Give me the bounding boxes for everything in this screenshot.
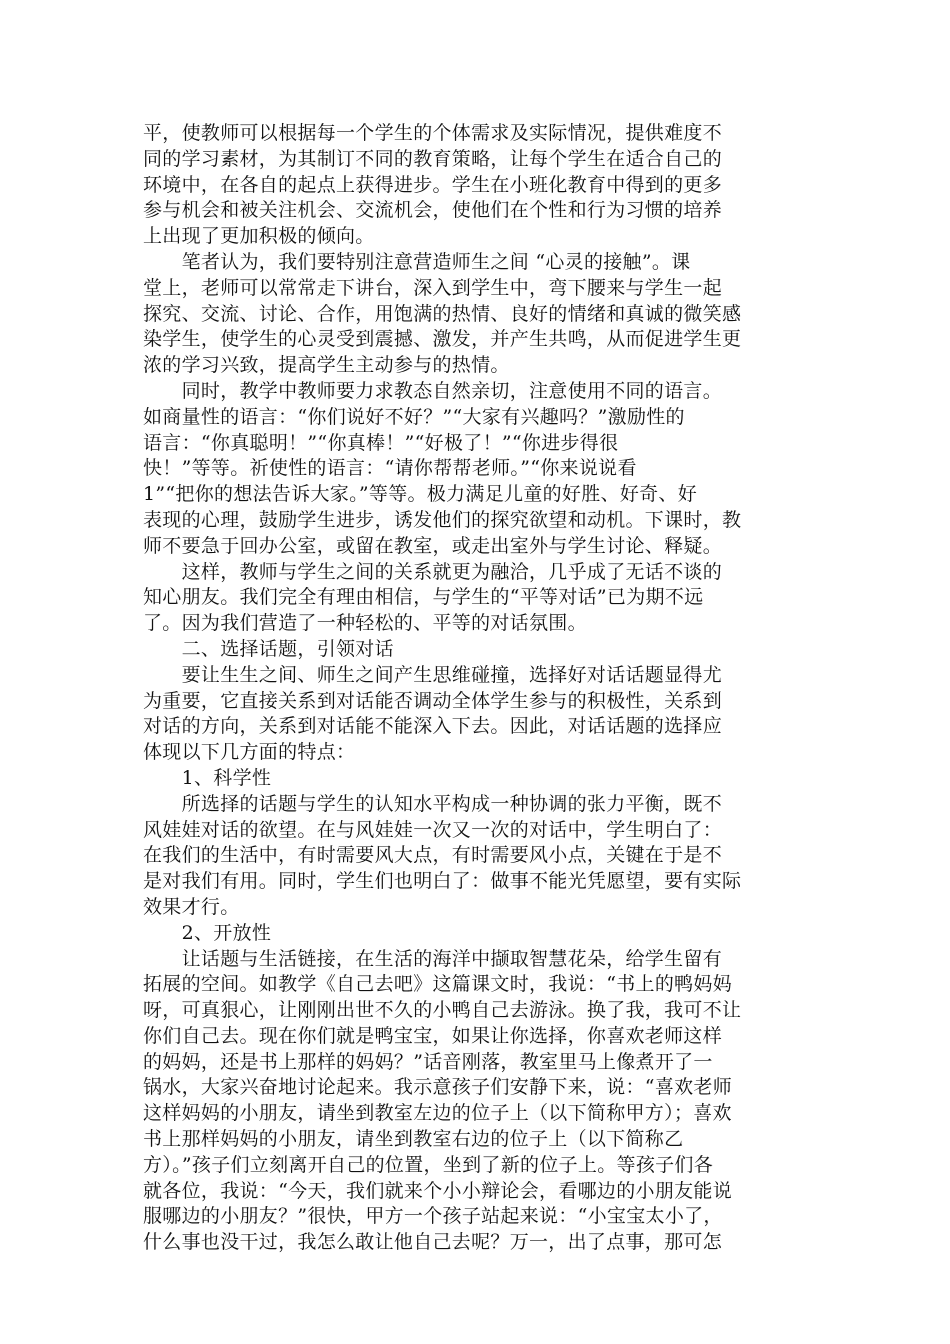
text-line: 浓的学习兴致，提高学生主动参与的热情。 bbox=[143, 354, 510, 377]
text-line: 参与机会和被关注机会、交流机会，使他们在个性和行为习惯的培养 bbox=[143, 199, 723, 222]
text-line: 语言：“你真聪明！”“你真棒！”“好极了！”“你进步得很 bbox=[143, 431, 619, 454]
text-line: 了。因为我们营造了一种轻松的、平等的对话氛围。 bbox=[143, 612, 587, 635]
text-line: 1”“把你的想法告诉大家。”等等。极力满足儿童的好胜、好奇、好 bbox=[143, 483, 698, 506]
text-line: 探究、交流、讨论、合作，用饱满的热情、良好的情绪和真诚的微笑感 bbox=[143, 302, 742, 325]
text-line: 让话题与生活链接，在生活的海洋中撷取智慧花朵，给学生留有 bbox=[143, 947, 723, 970]
text-line: 这样，教师与学生之间的关系就更为融洽，几乎成了无话不谈的 bbox=[143, 560, 723, 583]
text-line: 什么事也没干过，我怎么敢让他自己去呢？万一，出了点事，那可怎 bbox=[143, 1231, 723, 1254]
text-line: 的妈妈，还是书上那样的妈妈？”话音刚落，教室里马上像煮开了一 bbox=[143, 1050, 713, 1073]
text-line: 染学生，使学生的心灵受到震撼、激发，并产生共鸣，从而促进学生更 bbox=[143, 328, 742, 351]
text-line: 为重要，它直接关系到对话能否调动全体学生参与的积极性，关系到 bbox=[143, 689, 723, 712]
text-line: 二、选择话题，引领对话 bbox=[143, 637, 394, 660]
text-line: 表现的心理，鼓励学生进步，诱发他们的探究欲望和动机。下课时，教 bbox=[143, 508, 742, 531]
text-line: 1、科学性 bbox=[143, 766, 272, 789]
text-line: 书上那样妈妈的小朋友，请坐到教室右边的位子上（以下简称乙 bbox=[143, 1128, 684, 1151]
text-line: 师不要急于回办公室，或留在教室，或走出室外与学生讨论、释疑。 bbox=[143, 534, 723, 557]
text-line: 上出现了更加积极的倾向。 bbox=[143, 225, 375, 248]
text-line: 你们自己去。现在你们就是鸭宝宝，如果让你选择，你喜欢老师这样 bbox=[143, 1024, 723, 1047]
text-line: 风娃娃对话的欲望。在与风娃娃一次又一次的对话中，学生明白了： bbox=[143, 818, 723, 841]
text-line: 所选择的话题与学生的认知水平构成一种协调的张力平衡，既不 bbox=[143, 792, 723, 815]
text-line: 环境中，在各自的起点上获得进步。学生在小班化教育中得到的更多 bbox=[143, 173, 723, 196]
text-line: 对话的方向，关系到对话能不能深入下去。因此，对话话题的选择应 bbox=[143, 715, 723, 738]
text-line: 2、开放性 bbox=[143, 921, 272, 944]
text-line: 同的学习素材，为其制订不同的教育策略，让每个学生在适合自己的 bbox=[143, 147, 723, 170]
text-line: 如商量性的语言：“你们说好不好？”“大家有兴趣吗？”激励性的 bbox=[143, 405, 685, 428]
text-line: 是对我们有用。同时，学生们也明白了：做事不能光凭愿望，要有实际 bbox=[143, 870, 742, 893]
text-line: 平，使教师可以根据每一个学生的个体需求及实际情况，提供难度不 bbox=[143, 122, 723, 144]
text-line: 服哪边的小朋友？”很快，甲方一个孩子站起来说：“小宝宝太小了， bbox=[143, 1205, 723, 1228]
text-line: 在我们的生活中，有时需要风大点，有时需要风小点，关键在于是不 bbox=[143, 844, 723, 867]
document-body-text bbox=[143, 121, 815, 1256]
text-line: 体现以下几方面的特点： bbox=[143, 741, 356, 764]
text-line: 同时，教学中教师要力求教态自然亲切，注意使用不同的语言。 bbox=[143, 379, 723, 402]
text-line: 锅水，大家兴奋地讨论起来。我示意孩子们安静下来，说：“喜欢老师 bbox=[143, 1076, 733, 1099]
text-line: 方）。”孩子们立刻离开自己的位置，坐到了新的位子上。等孩子们各 bbox=[143, 1153, 714, 1176]
text-line: 笔者认为，我们要特别注意营造师生之间 “心灵的接触”。课 bbox=[143, 250, 691, 273]
text-line: 效果才行。 bbox=[143, 895, 240, 918]
text-line: 呀，可真狠心，让刚刚出世不久的小鸭自己去游泳。换了我，我可不让 bbox=[143, 999, 742, 1022]
text-line: 快！”等等。祈使性的语言：“请你帮帮老师。”“你来说说看 bbox=[143, 457, 637, 480]
text-line: 要让生生之间、师生之间产生思维碰撞，选择好对话话题显得尤 bbox=[143, 663, 723, 686]
text-line: 这样妈妈的小朋友，请坐到教室左边的位子上（以下简称甲方）；喜欢 bbox=[143, 1102, 732, 1125]
text-line: 堂上，老师可以常常走下讲台，深入到学生中，弯下腰来与学生一起 bbox=[143, 276, 723, 299]
text-line: 就各位，我说：“今天，我们就来个小小辩论会，看哪边的小朋友能说 bbox=[143, 1179, 733, 1202]
text-line: 拓展的空间。如教学《自己去吧》这篇课文时，我说：“书上的鸭妈妈 bbox=[143, 973, 733, 996]
text-line: 知心朋友。我们完全有理由相信，与学生的“平等对话”已为期不远 bbox=[143, 586, 704, 609]
